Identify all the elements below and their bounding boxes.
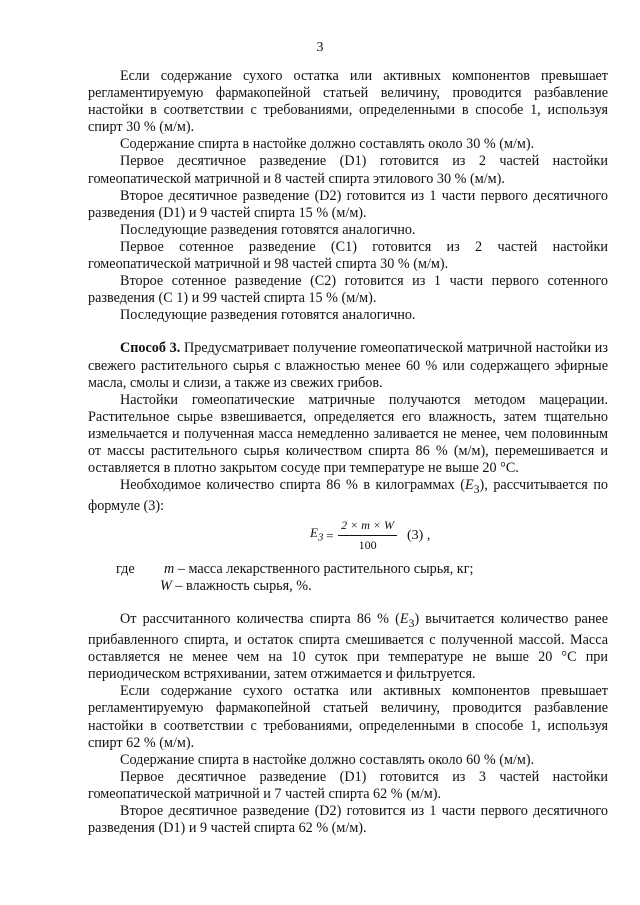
where-m: m – масса лекарственного растительного сырья, кг; [164,561,474,578]
formula-numerator: 2 × m × W [338,517,397,536]
paragraph: Если содержание сухого остатка или активных компонентов превышает регламентируемую фармакопейной статьей величину, проводится разбавление настойки в соответствии с требованиями, определенными в способе 1, используя спирт 62 % (м/м). [88,683,608,751]
page-number: 3 [316,40,324,55]
paragraph: Второе десятичное разведение (D2) готовится из 1 части первого десятичного разведения (D1) и 9 частей спирта 15 % (м/м). [88,187,608,221]
method3-intro: Предусматривает получение гомеопатической матричной настойки из свежего растительного сырья с влажностью менее 60 % или содержащего эфирные масла, смолы и слизи, а также из свежих грибов. [88,340,609,391]
formula-intro: Необходимое количество спирта 86 % в килограммах $(E_3)$, рассчитывается по формуле (3): [88,477,609,515]
paragraph: Второе сотенное разведение (C2) готовится из 1 части первого сотенного разведения (C 1) и 99 частей спирта 15 % (м/м). [88,273,608,307]
paragraph: Содержание спирта в настойке должно составлять около 30 % (м/м). [120,136,535,153]
formula: $E_3$ = $\frac{2 \times m \times W}{100}$ (3) , [310,517,430,554]
paragraph: Настойки гомеопатические матричные получаются методом мацерации. Растительное сырье взвешивается, определяется его влажность, затем тщательно измельчается и полученная масса немедленно заливается не менее, чем половинным от массы растительного сырья количеством спирта 86 % (м/м), перемешивается и оставляется в плотно закрытом сосуде при температуре не выше 20 °С. [88,391,608,477]
paragraph: Если содержание сухого остатка или активных компонентов превышает регламентируемую фармакопейной статьей величину, проводится разбавление настойки в соответствии с требованиями, определенными в способе 1, используя спирт 30 % (м/м). [88,68,608,136]
method3-paragraph [88,340,608,391]
body-text [88,68,608,837]
paragraph: Содержание спирта в настойке должно составлять около 60 % (м/м). [120,751,535,768]
paragraph: Второе десятичное разведение (D2) готовится из 1 части первого десятичного разведения (D1) и 9 частей спирта 62 % (м/м). [88,803,608,837]
paragraph: Первое десятичное разведение (D1) готовится из 2 частей настойки гомеопатической матричной и 8 частей спирта этилового 30 % (м/м). [88,153,608,187]
paragraph: Первое сотенное разведение (C1) готовится из 2 частей настойки гомеопатической матричной и 98 частей спирта 30 % (м/м). [88,238,608,273]
paragraph: Последующие разведения готовятся аналогично. [120,221,416,238]
where-label: где [116,561,135,578]
paragraph: От рассчитанного количества спирта 86 % $(E_3)$ вычитается количество ранее прибавленного спирта, и остаток спирта смешивается с полученной массой. Масса оставляется не менее чем на 10 суток при температуре не выше 20 °С при периодическом встряхивании, затем отжимается и фильтруется. [88,611,609,683]
where-w: W – влажность сырья, %. [160,578,312,595]
formula-block [88,515,608,561]
paragraph: Последующие разведения готовятся аналогично. [120,307,416,324]
formula-denominator: 100 [358,538,377,553]
where-block [88,561,608,595]
method3-heading: Способ 3. [120,340,181,357]
formula-fraction [338,517,397,554]
paragraph: Первое десятичное разведение (D1) готовится из 3 частей настойки гомеопатической матричной и 7 частей спирта 62 % (м/м). [88,768,608,802]
formula-number: (3) , [407,528,431,544]
